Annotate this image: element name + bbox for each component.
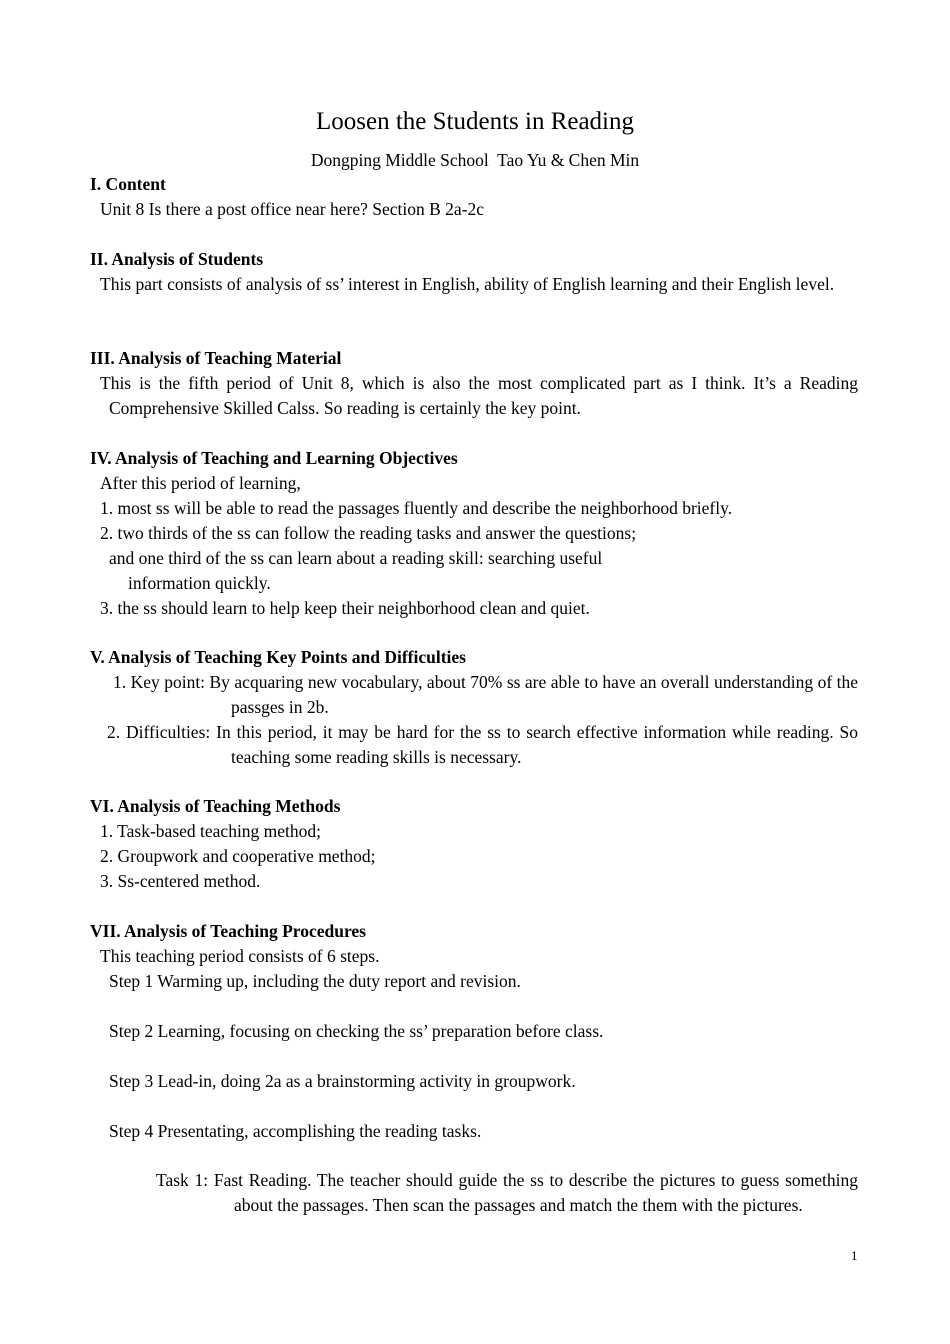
students-paragraph: This part consists of analysis of ss’ interest in English, ability of English learning and their English level. — [100, 274, 835, 294]
keypoint-item: 1. Key point: By acquaring new vocabulary, about 70% ss are able to have an overall understanding of the passges in 2b. — [113, 672, 858, 717]
content-line: Unit 8 Is there a post office near here? Section B 2a-2c — [100, 199, 485, 219]
procedure-step: Step 1 Warming up, including the duty report and revision. — [109, 971, 521, 991]
section-content-heading: I. Content — [90, 174, 166, 194]
objectives-line: 3. the ss should learn to help keep their neighborhood clean and quiet. — [100, 598, 590, 618]
section-objectives-heading: IV. Analysis of Teaching and Learning Objectives — [90, 448, 458, 468]
section-methods-heading: VI. Analysis of Teaching Methods — [90, 796, 341, 816]
procedure-step: Step 2 Learning, focusing on checking the ss’ preparation before class. — [109, 1021, 604, 1041]
objectives-line: After this period of learning, — [100, 473, 301, 493]
objectives-line: 1. most ss will be able to read the passages fluently and describe the neighborhood briefly. — [100, 498, 733, 518]
procedure-step: Step 3 Lead-in, doing 2a as a brainstorming activity in groupwork. — [109, 1071, 576, 1091]
section-procedures-heading: VII. Analysis of Teaching Procedures — [90, 921, 366, 941]
procedures-intro: This teaching period consists of 6 steps. — [100, 946, 380, 966]
method-item: 2. Groupwork and cooperative method; — [100, 846, 376, 866]
section-keypoints-heading: V. Analysis of Teaching Key Points and Difficulties — [90, 647, 466, 667]
objectives-line: 2. two thirds of the ss can follow the reading tasks and answer the questions; — [100, 523, 637, 543]
page-number: 1 — [851, 1248, 858, 1263]
section-material-heading: III. Analysis of Teaching Material — [90, 348, 342, 368]
document-title: Loosen the Students in Reading — [315, 108, 635, 135]
objectives-line: information quickly. — [128, 573, 271, 593]
material-paragraph: This is the fifth period of Unit 8, which is also the most complicated part as I think. It’s a Reading Comprehensive Skilled Calss. So reading is certainly the key point. — [100, 373, 858, 418]
document-authors: Dongping Middle School Tao Yu & Chen Min — [310, 150, 640, 170]
objectives-line: and one third of the ss can learn about a reading skill: searching useful — [109, 548, 603, 568]
procedure-step: Step 4 Presentating, accomplishing the reading tasks. — [109, 1121, 482, 1141]
method-item: 1. Task-based teaching method; — [100, 821, 322, 841]
difficulty-item: 2. Difficulties: In this period, it may be hard for the ss to search effective information while reading. So teaching some reading skills is necessary. — [107, 722, 858, 767]
section-students-heading: II. Analysis of Students — [90, 249, 264, 269]
reading-task-1: Task 1: Fast Reading. The teacher should guide the ss to describe the pictures to guess something about the passages. Then scan the passages and match the them with the pictures. — [156, 1170, 858, 1215]
method-item: 3. Ss-centered method. — [100, 871, 261, 891]
